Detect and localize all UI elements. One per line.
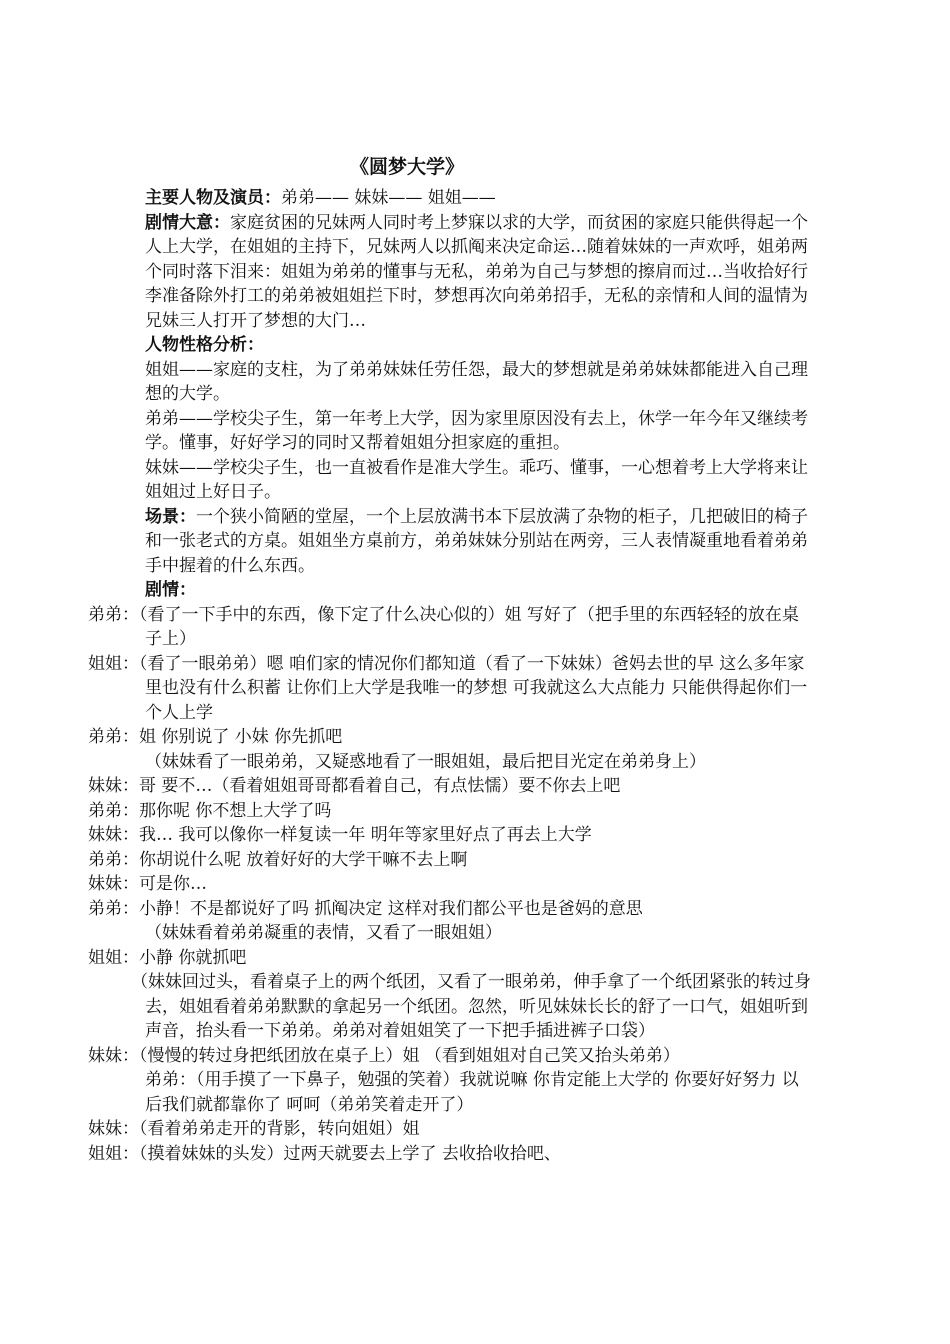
dialogue-line: 妹妹：可是你… [88, 874, 207, 894]
dialogue-line: 姐姐：（看了一眼弟弟）嗯 咱们家的情况你们都知道（看了一下妹妹）爸妈去世的早 这么多年家里也没有什么积蓄 让你们上大学是我唯一的梦想 可我就这么大点能力 只能供得起你们一个人上学 [88, 653, 808, 723]
synopsis-label: 剧情大意： [145, 212, 230, 233]
dialogue-line: 弟弟：（用手摸了一下鼻子，勉强的笑着）我就说嘛 你肯定能上大学的 你要好好努力 以后我们就都靠你了 呵呵（弟弟笑着走开了） [145, 1070, 799, 1115]
plot-heading: 剧情： [145, 580, 196, 600]
scene-text: 一个狭小简陋的堂屋，一个上层放满书本下层放满了杂物的柜子，几把破旧的椅子和一张老式的方桌。姐姐坐方桌前方，弟弟妹妹分别站在两旁，三人表情凝重地看着弟弟手中握着的什么东西。 [145, 506, 808, 576]
dialogue-line: 妹妹：哥 要不…（看着姐姐哥哥都看着自己，有点怯懦）要不你去上吧 [88, 776, 621, 796]
dialogue-line: 弟弟：你胡说什么呢 放着好好的大学干嘛不去上啊 [88, 849, 468, 870]
cast-label: 主要人物及演员： [145, 188, 281, 208]
scene-paragraph [145, 505, 815, 579]
dialogue-line: 妹妹：（看着弟弟走开的背影，转向姐姐）姐 [88, 1119, 420, 1139]
dialogue-line: 弟弟：小静！不是都说好了吗 抓阄决定 这样对我们都公平也是爸妈的意思 [88, 898, 643, 919]
analysis-item-sister: 姐姐——家庭的支柱，为了弟弟妹妹任劳任怨，最大的梦想就是弟弟妹妹都能进入自己理想的大学。 [145, 359, 808, 404]
dialogue-line: 弟弟：那你呢 你不想上大学了吗 [88, 800, 332, 821]
synopsis-text: 家庭贫困的兄妹两人同时考上梦寐以求的大学，而贫困的家庭只能供得起一个人上大学，在姐姐的主持下，兄妹两人以抓阄来决定命运…随着妹妹的一声欢呼，姐弟两个同时落下泪来：姐姐为弟弟的懂事与无私，弟弟为自己与梦想的擦肩而过…当收拾好行李准备除外打工的弟弟被姐姐拦下时，梦想再次向弟弟招手，无私的亲情和人间的温情为兄妹三人打开了梦想的大门… [145, 212, 808, 331]
dialogue-line: 弟弟：（看了一下手中的东西，像下定了什么决心似的）姐 写好了（把手里的东西轻轻的放在桌子上） [88, 604, 799, 649]
synopsis-paragraph [145, 211, 815, 334]
dialogue-line: 弟弟：姐 你别说了 小妹 你先抓吧 [88, 727, 343, 747]
dialogue-line: 姐姐：（摸着妹妹的头发）过两天就要去上学了 去收拾收拾吧、 [88, 1143, 561, 1164]
analysis-heading: 人物性格分析： [145, 335, 264, 355]
analysis-item-younger-sister: 妹妹——学校尖子生，也一直被看作是准大学生。乖巧、懂事，一心想着考上大学将来让姐姐过上好日子。 [145, 457, 808, 502]
cast-text: 弟弟—— 妹妹—— 姐姐—— [281, 188, 496, 208]
document-title: 《圆梦大学》 [350, 156, 465, 178]
dialogue-line: 妹妹：我… 我可以像你一样复读一年 明年等家里好点了再去上大学 [88, 825, 592, 845]
dialogue-line: 姐姐：小静 你就抓吧 [88, 947, 247, 968]
stage-direction: （妹妹看着弟弟凝重的表情，又看了一眼姐姐） [145, 923, 502, 943]
stage-direction: （妹妹看了一眼弟弟，又疑惑地看了一眼姐姐，最后把目光定在弟弟身上） [145, 751, 706, 772]
cast-line [145, 186, 815, 211]
analysis-item-brother: 弟弟——学校尖子生，第一年考上大学，因为家里原因没有去上，休学一年今年又继续考学。懂事，好好学习的同时又帮着姐姐分担家庭的重担。 [145, 408, 808, 453]
document-body [88, 186, 815, 1166]
stage-direction: （妹妹回过头，看着桌子上的两个纸团，又看了一眼弟弟，伸手拿了一个纸团紧张的转过身去，姐姐看着弟弟默默的拿起另一个纸团。忽然，听见妹妹长长的舒了一口气，姐姐听到声音，抬头看一下弟弟。弟弟对着姐姐笑了一下把手插进裤子口袋） [131, 972, 811, 1041]
dialogue-line: 妹妹：（慢慢的转过身把纸团放在桌子上）姐 （看到姐姐对自己笑又抬头弟弟） [88, 1045, 680, 1066]
scene-label: 场景： [145, 506, 196, 527]
